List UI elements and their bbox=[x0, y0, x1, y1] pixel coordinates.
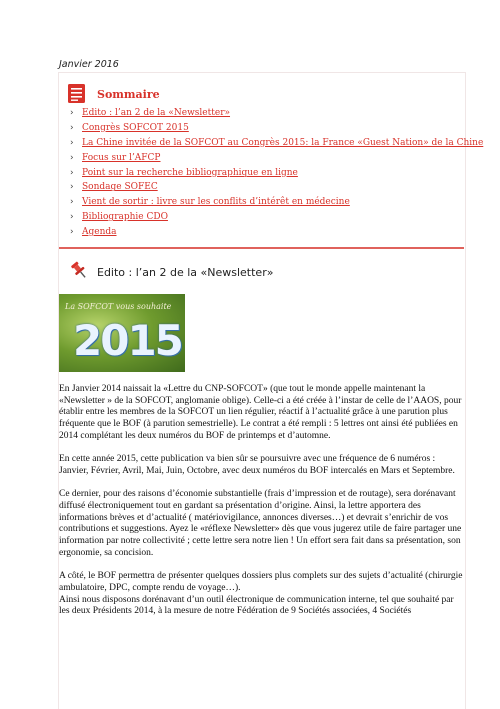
summary-item bbox=[70, 195, 483, 210]
summary-item bbox=[70, 136, 483, 151]
chevron-right-icon: › bbox=[70, 182, 74, 193]
summary-link-congres[interactable]: Congrès SOFCOT 2015 bbox=[82, 122, 189, 133]
edito-heading: Edito : l’an 2 de la «Newsletter» bbox=[97, 266, 274, 279]
chevron-right-icon: › bbox=[70, 137, 74, 148]
image-year: 2015 bbox=[73, 316, 182, 365]
edito-body bbox=[59, 384, 464, 618]
edito-paragraph: Ainsi nous disposons dorénavant d’un outil électronique de communication interne, tel que souhaité par les deux Présidents 2014, à la mesure de notre Fédération de 9 Sociétés associées, 4 Sociétés bbox=[59, 594, 454, 617]
summary-item bbox=[70, 180, 483, 195]
edito-paragraph: En Janvier 2014 naissait la «Lettre du CNP-SOFCOT» (que tout le monde appelle maintenant la «Newsletter » de la SOFCOT, anglomanie oblige). Celle-ci a été créée à l’instar de celle de l’AAOS, pour établir entre les membres de la SOFCOT un lien régulier, réactif à l’actualité grâce à une parution plus fréquente que le BOF (à parution semestrielle). Le contrat a été rempli : 5 lettres ont ainsi été publiées en 2014 complétant les deux numéros du BOF de printemps et d’automne. bbox=[59, 384, 462, 441]
chevron-right-icon: › bbox=[70, 212, 74, 223]
summary-item bbox=[70, 225, 483, 240]
chevron-right-icon: › bbox=[70, 197, 74, 208]
chevron-right-icon: › bbox=[70, 122, 74, 133]
summary-link-edito[interactable]: Edito : l’an 2 de la «Newsletter» bbox=[82, 108, 231, 118]
pushpin-icon bbox=[69, 260, 89, 280]
summary-item bbox=[70, 106, 483, 121]
edito-paragraph: Ce dernier, pour des raisons d’économie substantielle (frais d’impression et de routage), sera dorénavant diffusé électroniquement tout en gardant sa présentation d’origine. Ainsi, la lettre apportera des informations brèves et d’actualité ( matériovigilance, annonces diverses…) et devrait s’enrichir de vos contributions et suggestions. Ayez le «réflexe Newsletter» dès que vous jugerez utile de faire partager une information par notre collectivité ; cette lettre sera notre lien ! Un effort sera fait dans sa présentation, son ergonomie, sa concision. bbox=[59, 489, 462, 558]
summary-title: Sommaire bbox=[97, 88, 160, 101]
section-divider bbox=[59, 247, 464, 249]
edito-paragraph: En cette année 2015, cette publication va bien sûr se poursuivre avec une fréquence de 6 numéros : Janvier, Février, Avril, Mai, Juin, Octobre, avec deux numéros du BOF intercalés en Mars et Septembre. bbox=[59, 454, 455, 476]
greeting-2015-image bbox=[59, 294, 185, 372]
summary-list bbox=[70, 106, 483, 240]
summary-link-agenda[interactable]: Agenda bbox=[82, 227, 117, 238]
summary-item bbox=[70, 121, 483, 136]
image-caption: La SOFCOT vous souhaite bbox=[65, 302, 172, 311]
summary-item bbox=[70, 166, 483, 181]
chevron-right-icon: › bbox=[70, 167, 74, 178]
summary-link-sondage[interactable]: Sondage SOFEC bbox=[82, 182, 158, 193]
chevron-right-icon: › bbox=[70, 227, 74, 238]
summary-link-afcp[interactable]: Focus sur l’AFCP bbox=[82, 152, 161, 163]
issue-date: Janvier 2016 bbox=[59, 59, 119, 70]
edito-paragraph: A côté, le BOF permettra de présenter quelques dossiers plus complets sur des sujets d’actualité (chirurgie ambulatoire, DPC, compte rendu de voyage…). bbox=[59, 571, 463, 593]
list-document-icon bbox=[68, 84, 85, 103]
summary-item bbox=[70, 151, 483, 166]
summary-link-chine[interactable]: La Chine invitée de la SOFCOT au Congrès 2015: la France «Guest Nation» de la Chine bbox=[82, 137, 484, 148]
summary-item bbox=[70, 210, 483, 225]
summary-link-bibliographie[interactable]: Bibliographie CDO bbox=[82, 212, 168, 223]
summary-link-recherche[interactable]: Point sur la recherche bibliographique en ligne bbox=[82, 167, 298, 178]
summary-link-livre[interactable]: Vient de sortir : livre sur les conflits d’intérêt en médecine bbox=[82, 197, 350, 208]
chevron-right-icon: › bbox=[70, 152, 74, 163]
chevron-right-icon: › bbox=[70, 108, 74, 118]
